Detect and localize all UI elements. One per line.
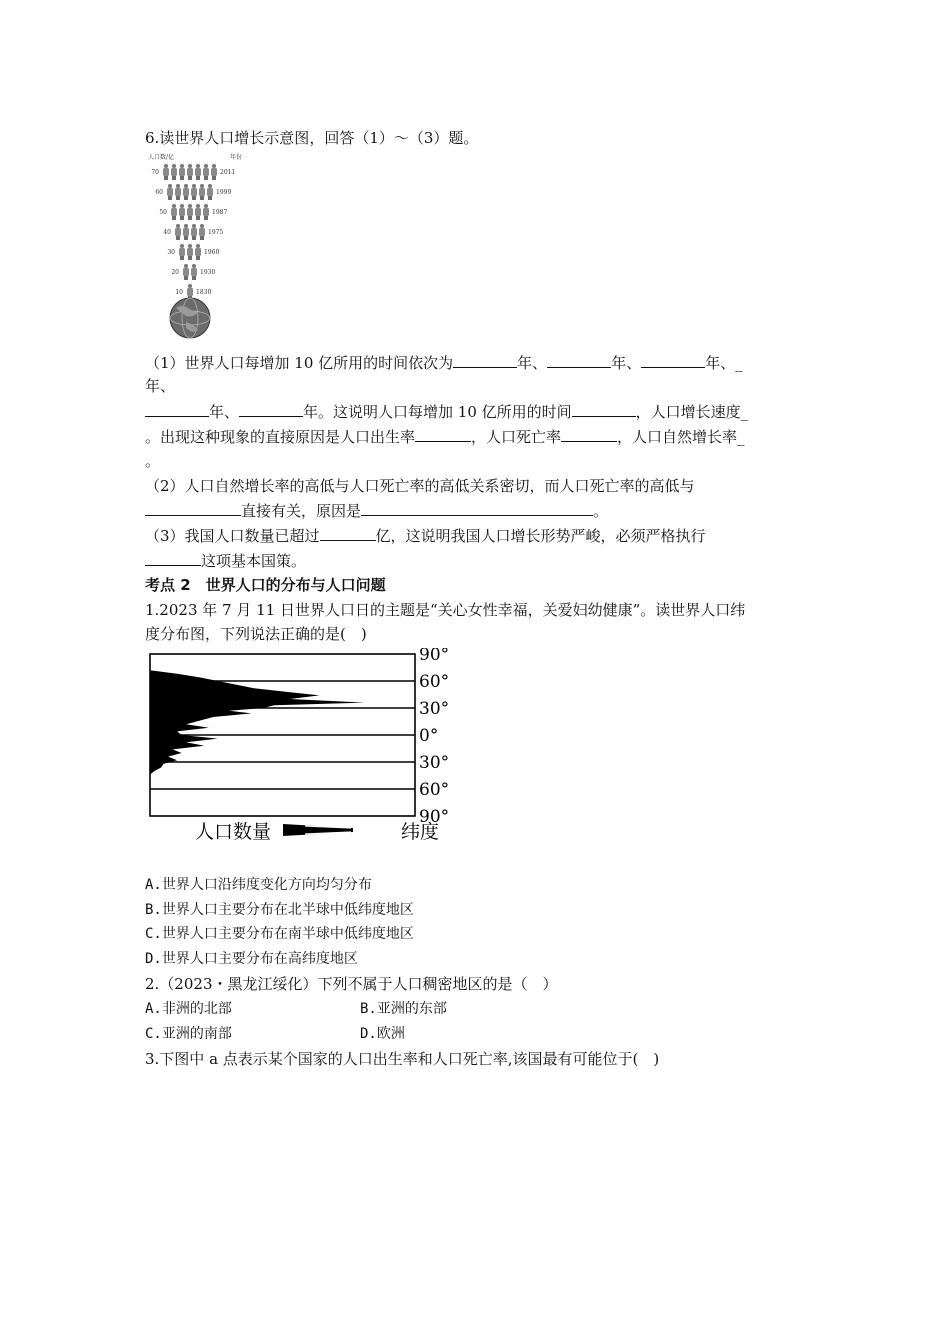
- figure-year-label: 1960: [204, 249, 220, 256]
- person-icon: [203, 204, 209, 220]
- question-2-option-b[interactable]: B.亚洲的东部: [360, 1001, 447, 1017]
- part1-text-g: 年。这说明人口每增加 10 亿所用的时间: [303, 403, 572, 421]
- figure-pop-label: 10: [175, 289, 183, 296]
- answer-blank[interactable]: [145, 549, 201, 566]
- person-icon: [187, 164, 193, 180]
- figure-pop-label: 20: [171, 269, 179, 276]
- x-axis-label: 人口数量: [195, 821, 272, 843]
- figure-pop-label: 30: [167, 249, 175, 256]
- person-icon: [171, 164, 177, 180]
- question-1-stem-line1: 1.2023 年 7 月 11 日世界人口日的主题是“关心女性幸福，关爱妇幼健康”。读世界人口纬: [145, 601, 746, 619]
- question-6-part3-line2: [145, 549, 306, 572]
- question-6-part2-line1: （2）人口自然增长率的高低与人口死亡率的高低关系密切，而人口死亡率的高低与: [145, 477, 695, 495]
- answer-blank[interactable]: [572, 400, 636, 417]
- part1-text-d: 年、_: [705, 354, 743, 372]
- question-2-option-a[interactable]: A.非洲的北部: [145, 1001, 232, 1017]
- question-6-part1-line5: 。: [145, 452, 161, 470]
- legend-swatch-icon: [283, 824, 353, 836]
- person-icon: [199, 224, 205, 240]
- question-6-part1-line3: [145, 400, 748, 423]
- part3-text-a: （3）我国人口数量已超过: [145, 527, 320, 545]
- figure-pop-label: 60: [155, 189, 163, 196]
- y-tick-label: 30°: [419, 753, 450, 773]
- section-title: 考点 2 世界人口的分布与人口问题: [145, 576, 386, 594]
- figure-year-label: 1830: [196, 289, 212, 296]
- answer-blank[interactable]: [145, 499, 241, 516]
- person-icon: [195, 164, 201, 180]
- person-icon: [191, 224, 197, 240]
- person-icon: [191, 264, 197, 280]
- question-1-option-a[interactable]: A.世界人口沿纬度变化方向均匀分布: [145, 877, 372, 893]
- part1-text-c: 年、: [611, 354, 642, 372]
- answer-blank[interactable]: [415, 425, 471, 442]
- answer-blank[interactable]: [641, 351, 705, 368]
- part1-text-f: 年、: [209, 403, 240, 421]
- figure-pop-label: 40: [163, 229, 171, 236]
- question-3-stem: 3.下图中 a 点表示某个国家的人口出生率和人口死亡率,该国最有可能位于( ): [145, 1050, 660, 1068]
- question-1-stem-line2: 度分布图，下列说法正确的是( ): [145, 625, 367, 643]
- person-icon: [211, 164, 217, 180]
- person-icon: [179, 244, 185, 260]
- question-2-option-c[interactable]: C.亚洲的南部: [145, 1026, 232, 1042]
- answer-blank[interactable]: [453, 351, 517, 368]
- person-icon: [179, 164, 185, 180]
- question-1-option-c[interactable]: C.世界人口主要分布在南半球中低纬度地区: [145, 926, 414, 942]
- person-icon: [187, 244, 193, 260]
- y-axis-label: 纬度: [401, 821, 440, 843]
- answer-blank[interactable]: [561, 425, 617, 442]
- answer-blank[interactable]: [320, 524, 376, 541]
- figure-header-year: 年份: [230, 154, 243, 161]
- part3-text-b: 亿，这说明我国人口增长形势严峻，必须严格执行: [375, 527, 706, 545]
- question-1-option-d[interactable]: D.世界人口主要分布在高纬度地区: [145, 951, 358, 967]
- person-icon: [183, 264, 189, 280]
- part1-text-a: （1）世界人口每增加 10 亿所用的时间依次为: [145, 354, 454, 372]
- person-icon: [175, 184, 181, 200]
- person-icon: [207, 184, 213, 200]
- answer-blank[interactable]: [145, 400, 209, 417]
- question-6-part1-line1: [145, 351, 743, 374]
- question-2-stem: 2.（2023・黑龙江绥化）下列不属于人口稠密地区的是（ ）: [145, 975, 558, 993]
- y-tick-label: 0°: [419, 726, 439, 746]
- question-6-stem: 6.读世界人口增长示意图，回答（1）～（3）题。: [145, 129, 479, 147]
- question-6-part2-line2: [145, 499, 608, 522]
- person-icon: [191, 184, 197, 200]
- y-tick-label: 60°: [419, 780, 450, 800]
- person-icon: [175, 224, 181, 240]
- person-icon: [167, 184, 173, 200]
- figure-pop-label: 50: [159, 209, 167, 216]
- question-6-part1-line4: [145, 425, 745, 448]
- person-icon: [183, 224, 189, 240]
- answer-blank[interactable]: [361, 499, 593, 516]
- part2-text-c: 。: [593, 502, 609, 520]
- y-tick-label: 90°: [419, 807, 450, 827]
- part2-text-b: 直接有关，原因是: [241, 502, 362, 520]
- person-icon: [163, 164, 169, 180]
- figure-header-pop: 人口数/亿: [148, 154, 175, 161]
- person-icon: [203, 164, 209, 180]
- answer-blank[interactable]: [239, 400, 303, 417]
- question-6-part1-line2: 年、: [145, 377, 176, 395]
- population-growth-figure: [146, 150, 250, 340]
- person-icon: [187, 204, 193, 220]
- population-area: [150, 670, 365, 774]
- latitude-population-chart: [145, 648, 455, 848]
- part1-text-k: ，人口自然增长率_: [617, 428, 745, 446]
- answer-blank[interactable]: [547, 351, 611, 368]
- y-tick-label: 90°: [419, 648, 450, 665]
- person-icon: [199, 184, 205, 200]
- part1-text-j: ，人口死亡率: [471, 428, 562, 446]
- y-tick-label: 30°: [419, 699, 450, 719]
- person-icon: [171, 204, 177, 220]
- figure-year-label: 1999: [216, 189, 232, 196]
- person-icon: [195, 244, 201, 260]
- question-6-part3-line1: [145, 524, 706, 547]
- part3-text-c: 这项基本国策。: [201, 552, 307, 570]
- figure-year-label: 1930: [200, 269, 216, 276]
- part1-text-b: 年、: [517, 354, 548, 372]
- person-icon: [183, 184, 189, 200]
- person-icon: [195, 204, 201, 220]
- figure-year-label: 2011: [220, 169, 236, 176]
- part1-text-h: ，人口增长速度_: [635, 403, 749, 421]
- part1-text-i: 。出现这种现象的直接原因是人口出生率: [145, 428, 416, 446]
- globe-icon: [170, 298, 210, 338]
- figure-pop-label: 70: [151, 169, 159, 176]
- figure-year-label: 1987: [212, 209, 228, 216]
- question-1-option-b[interactable]: B.世界人口主要分布在北半球中低纬度地区: [145, 902, 414, 918]
- person-icon: [179, 204, 185, 220]
- y-tick-label: 60°: [419, 672, 450, 692]
- question-2-option-d[interactable]: D.欧洲: [360, 1026, 405, 1042]
- figure-year-label: 1975: [208, 229, 224, 236]
